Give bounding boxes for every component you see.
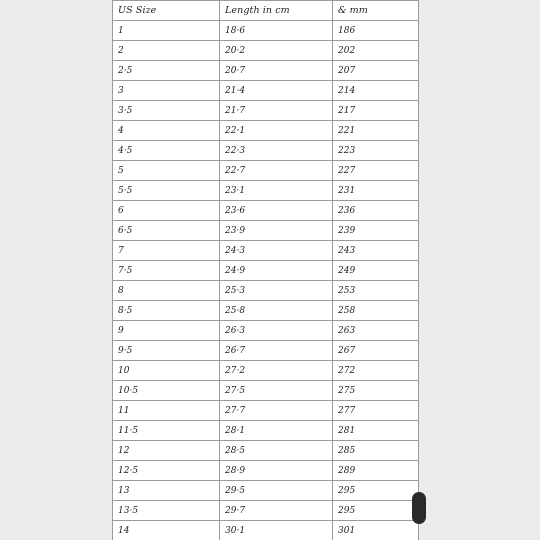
- table-body: [113, 21, 419, 540]
- table-row: [113, 421, 419, 441]
- cell-us-size: 13·5: [113, 501, 220, 521]
- cell-mm: 249: [333, 261, 419, 281]
- cell-us-size: 9·5: [113, 341, 220, 361]
- cell-length-cm: 24·3: [220, 241, 333, 261]
- table-row: [113, 321, 419, 341]
- cell-mm: 253: [333, 281, 419, 301]
- cell-us-size: 7·5: [113, 261, 220, 281]
- cell-mm: 281: [333, 421, 419, 441]
- cell-us-size: 10: [113, 361, 220, 381]
- table-row: [113, 441, 419, 461]
- cell-us-size: 11·5: [113, 421, 220, 441]
- table-row: [113, 41, 419, 61]
- cell-mm: 295: [333, 481, 419, 501]
- cell-length-cm: 23·1: [220, 181, 333, 201]
- cell-mm: 202: [333, 41, 419, 61]
- table-row: [113, 361, 419, 381]
- table-row: [113, 101, 419, 121]
- cell-length-cm: 29·7: [220, 501, 333, 521]
- cell-us-size: 5: [113, 161, 220, 181]
- table-row: [113, 221, 419, 241]
- cell-length-cm: 24·9: [220, 261, 333, 281]
- table-row: [113, 21, 419, 41]
- size-chart-sheet: [112, 0, 418, 540]
- cell-us-size: 8·5: [113, 301, 220, 321]
- cell-length-cm: 21·7: [220, 101, 333, 121]
- cell-mm: 295: [333, 501, 419, 521]
- cell-us-size: 6: [113, 201, 220, 221]
- cell-us-size: 6·5: [113, 221, 220, 241]
- cell-length-cm: 22·7: [220, 161, 333, 181]
- cell-us-size: 12: [113, 441, 220, 461]
- cell-us-size: 4: [113, 121, 220, 141]
- table-row: [113, 461, 419, 481]
- table-row: [113, 501, 419, 521]
- cell-us-size: 11: [113, 401, 220, 421]
- cell-mm: 186: [333, 21, 419, 41]
- cell-length-cm: 25·3: [220, 281, 333, 301]
- cell-length-cm: 20·7: [220, 61, 333, 81]
- table-row: [113, 261, 419, 281]
- table-row: [113, 341, 419, 361]
- table-row: [113, 81, 419, 101]
- table-row: [113, 121, 419, 141]
- cell-mm: 239: [333, 221, 419, 241]
- cell-us-size: 8: [113, 281, 220, 301]
- cell-mm: 258: [333, 301, 419, 321]
- edge-overlay-mark: [412, 492, 426, 524]
- cell-length-cm: 27·2: [220, 361, 333, 381]
- cell-us-size: 9: [113, 321, 220, 341]
- cell-length-cm: 26·3: [220, 321, 333, 341]
- cell-mm: 236: [333, 201, 419, 221]
- cell-length-cm: 27·5: [220, 381, 333, 401]
- table-row: [113, 481, 419, 501]
- header-us-size: US Size: [113, 1, 220, 21]
- cell-us-size: 4·5: [113, 141, 220, 161]
- cell-us-size: 12·5: [113, 461, 220, 481]
- cell-length-cm: 30·1: [220, 521, 333, 540]
- table-row: [113, 241, 419, 261]
- cell-mm: 221: [333, 121, 419, 141]
- cell-mm: 301: [333, 521, 419, 540]
- cell-length-cm: 22·3: [220, 141, 333, 161]
- cell-mm: 243: [333, 241, 419, 261]
- cell-mm: 207: [333, 61, 419, 81]
- cell-length-cm: 20·2: [220, 41, 333, 61]
- cell-length-cm: 26·7: [220, 341, 333, 361]
- cell-us-size: 3: [113, 81, 220, 101]
- table-row: [113, 521, 419, 540]
- table-row: [113, 61, 419, 81]
- cell-us-size: 5·5: [113, 181, 220, 201]
- table-header-row: [113, 1, 419, 21]
- table-row: [113, 201, 419, 221]
- cell-length-cm: 18·6: [220, 21, 333, 41]
- cell-us-size: 2·5: [113, 61, 220, 81]
- cell-length-cm: 29·5: [220, 481, 333, 501]
- cell-mm: 263: [333, 321, 419, 341]
- cell-length-cm: 28·9: [220, 461, 333, 481]
- cell-mm: 272: [333, 361, 419, 381]
- cell-mm: 289: [333, 461, 419, 481]
- table-row: [113, 281, 419, 301]
- table-row: [113, 301, 419, 321]
- table-row: [113, 181, 419, 201]
- table-row: [113, 161, 419, 181]
- cell-us-size: 7: [113, 241, 220, 261]
- cell-us-size: 1: [113, 21, 220, 41]
- cell-mm: 217: [333, 101, 419, 121]
- cell-length-cm: 23·6: [220, 201, 333, 221]
- cell-mm: 231: [333, 181, 419, 201]
- header-mm: & mm: [333, 1, 419, 21]
- cell-length-cm: 21·4: [220, 81, 333, 101]
- cell-mm: 275: [333, 381, 419, 401]
- header-length-cm: Length in cm: [220, 1, 333, 21]
- cell-us-size: 2: [113, 41, 220, 61]
- cell-us-size: 3·5: [113, 101, 220, 121]
- cell-us-size: 10·5: [113, 381, 220, 401]
- cell-length-cm: 27·7: [220, 401, 333, 421]
- cell-mm: 227: [333, 161, 419, 181]
- size-chart-table: [112, 0, 419, 540]
- cell-length-cm: 23·9: [220, 221, 333, 241]
- cell-length-cm: 22·1: [220, 121, 333, 141]
- cell-mm: 267: [333, 341, 419, 361]
- cell-length-cm: 25·8: [220, 301, 333, 321]
- table-row: [113, 141, 419, 161]
- table-row: [113, 381, 419, 401]
- cell-us-size: 14: [113, 521, 220, 540]
- cell-mm: 285: [333, 441, 419, 461]
- cell-length-cm: 28·1: [220, 421, 333, 441]
- cell-length-cm: 28·5: [220, 441, 333, 461]
- cell-mm: 214: [333, 81, 419, 101]
- cell-mm: 223: [333, 141, 419, 161]
- cell-mm: 277: [333, 401, 419, 421]
- cell-us-size: 13: [113, 481, 220, 501]
- table-row: [113, 401, 419, 421]
